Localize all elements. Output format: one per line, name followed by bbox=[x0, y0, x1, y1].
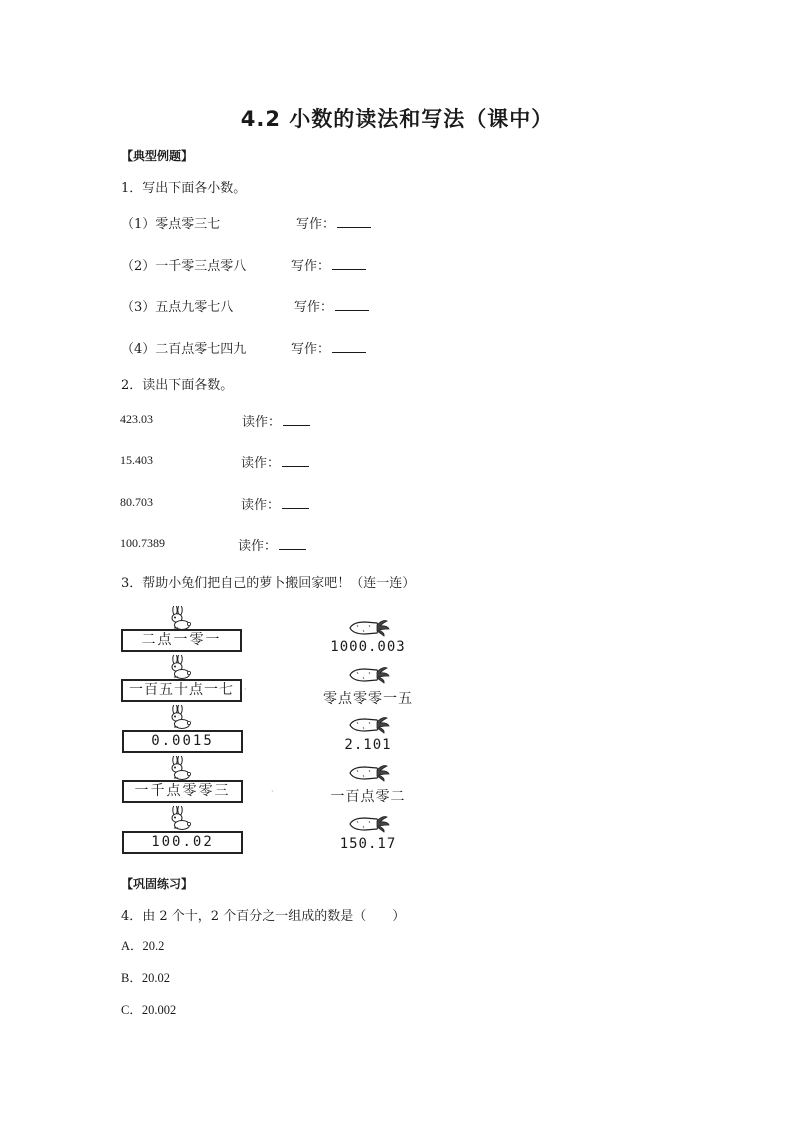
carrot-label-5[interactable]: 150.17 bbox=[339, 836, 397, 852]
question-4-stem: 4．由 2 个十，2 个百分之一组成的数是（ ） bbox=[121, 909, 406, 924]
q2-number-1: 423.03 bbox=[120, 412, 153, 426]
answer-label: 写作： bbox=[294, 300, 334, 315]
carrot-label-1[interactable]: 1000.003 bbox=[330, 639, 406, 655]
answer-label: 写作： bbox=[291, 342, 331, 357]
carrot-icon bbox=[347, 714, 391, 734]
question-3-stem: 3．帮助小兔们把自己的萝卜搬回家吧！（连一连） bbox=[121, 576, 416, 591]
answer-label: 写作： bbox=[296, 217, 336, 232]
answer-blank[interactable] bbox=[282, 454, 309, 467]
q1-item-2: （2）一千零三点零八 bbox=[121, 259, 247, 274]
stray-mark: · bbox=[244, 685, 247, 694]
question-1-stem: 1．写出下面各小数。 bbox=[121, 181, 247, 196]
answer-blank[interactable] bbox=[283, 413, 310, 426]
q1-item-1-answer[interactable] bbox=[296, 213, 371, 232]
stray-mark: · bbox=[271, 787, 274, 796]
q4-option-a[interactable]: A．20.2 bbox=[121, 939, 165, 953]
answer-label: 读作： bbox=[242, 415, 282, 430]
answer-label: 写作： bbox=[291, 259, 331, 274]
q2-item-1-answer[interactable] bbox=[242, 411, 310, 430]
q2-item-4-answer[interactable] bbox=[238, 535, 306, 554]
answer-blank[interactable] bbox=[332, 340, 366, 353]
rabbit-icon bbox=[166, 606, 192, 630]
q4-option-b[interactable]: B．20.02 bbox=[121, 971, 170, 985]
question-2-stem: 2．读出下面各数。 bbox=[121, 378, 234, 393]
carrot-icon bbox=[347, 617, 391, 637]
q4-option-c[interactable]: C．20.002 bbox=[121, 1003, 177, 1017]
answer-blank[interactable] bbox=[282, 496, 309, 509]
rabbit-icon bbox=[166, 806, 192, 830]
q2-item-3-answer[interactable] bbox=[241, 494, 309, 513]
carrot-icon bbox=[347, 813, 391, 833]
rabbit-box-2[interactable]: 一百五十点一七 bbox=[121, 679, 242, 702]
q1-item-3-answer[interactable] bbox=[294, 296, 369, 315]
rabbit-icon bbox=[166, 655, 192, 679]
carrot-icon bbox=[347, 664, 391, 684]
page-title: 4.2 小数的读法和写法（课中） bbox=[240, 107, 554, 131]
q1-item-4: （4）二百点零七四九 bbox=[121, 342, 247, 357]
rabbit-box-4[interactable]: 一千点零零三 bbox=[122, 780, 243, 803]
q1-item-1: （1）零点零三七 bbox=[121, 217, 221, 232]
section-heading-examples: 【典型例题】 bbox=[121, 149, 194, 163]
answer-label: 读作： bbox=[238, 539, 278, 554]
carrot-label-3[interactable]: 2.101 bbox=[344, 737, 392, 753]
answer-blank[interactable] bbox=[335, 298, 369, 311]
rabbit-icon bbox=[166, 705, 192, 729]
answer-blank[interactable] bbox=[332, 257, 366, 270]
carrot-label-4[interactable]: 一百点零二 bbox=[330, 789, 406, 805]
q1-item-2-answer[interactable] bbox=[291, 255, 366, 274]
rabbit-box-3[interactable]: 0.0015 bbox=[122, 730, 243, 753]
rabbit-icon bbox=[166, 756, 192, 780]
q1-item-3: （3）五点九零七八 bbox=[121, 300, 234, 315]
rabbit-box-1[interactable]: 二点一零一 bbox=[121, 629, 242, 652]
q2-item-2-answer[interactable] bbox=[241, 452, 309, 471]
answer-blank[interactable] bbox=[337, 215, 371, 228]
answer-label: 读作： bbox=[241, 498, 281, 513]
rabbit-box-5[interactable]: 100.02 bbox=[122, 831, 243, 854]
carrot-label-2[interactable]: 零点零零一五 bbox=[323, 691, 413, 707]
carrot-icon bbox=[347, 762, 391, 782]
answer-blank[interactable] bbox=[279, 537, 306, 550]
q1-item-4-answer[interactable] bbox=[291, 338, 366, 357]
section-heading-practice: 【巩固练习】 bbox=[121, 877, 194, 891]
answer-label: 读作： bbox=[241, 456, 281, 471]
q2-number-4: 100.7389 bbox=[120, 536, 165, 550]
q2-number-3: 80.703 bbox=[120, 495, 153, 509]
q2-number-2: 15.403 bbox=[120, 453, 153, 467]
